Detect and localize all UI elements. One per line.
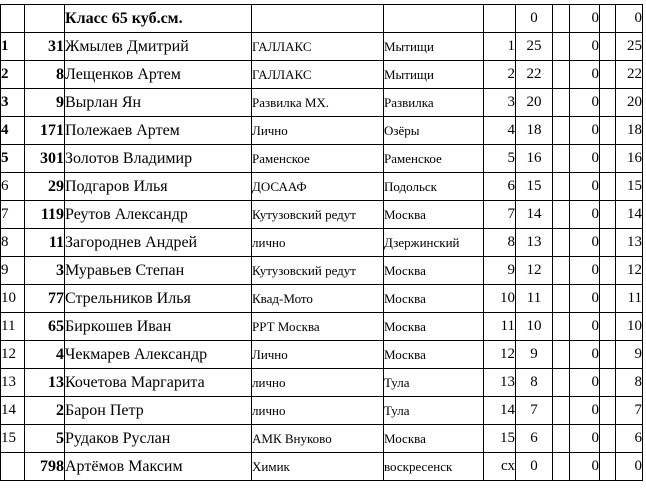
- team-cell: Лично: [252, 341, 384, 369]
- stage-place-cell: 11: [484, 313, 516, 341]
- table-row: [1, 285, 643, 313]
- stage-place-cell: 15: [484, 425, 516, 453]
- results-body: [1, 5, 643, 481]
- team-cell: Раменское: [252, 145, 384, 173]
- stage-points-cell: 12: [516, 257, 553, 285]
- total-points-cell: 25: [616, 33, 643, 61]
- header-num-cell: [25, 5, 65, 33]
- stage-points-cell: 14: [516, 201, 553, 229]
- team-cell: Развилка МХ.: [252, 89, 384, 117]
- place-cell: 5: [1, 145, 25, 173]
- city-cell: Москва: [384, 285, 484, 313]
- table-row: [1, 61, 643, 89]
- stage2-points-cell: 0: [570, 229, 600, 257]
- total-points-cell: 20: [616, 89, 643, 117]
- racer-name-cell: Золотов Владимир: [65, 145, 252, 173]
- stage-place-cell: 13: [484, 369, 516, 397]
- city-cell: Подольск: [384, 173, 484, 201]
- stage-points-cell: 16: [516, 145, 553, 173]
- stage2-points-cell: 0: [570, 425, 600, 453]
- total-points-cell: 22: [616, 61, 643, 89]
- table-row: [1, 145, 643, 173]
- racer-number-cell: 4: [25, 341, 65, 369]
- racer-name-cell: Реутов Александр: [65, 201, 252, 229]
- racer-number-cell: 5: [25, 425, 65, 453]
- place-cell: 11: [1, 313, 25, 341]
- gap-cell: [553, 257, 570, 285]
- stage-points-cell: 22: [516, 61, 553, 89]
- gap-cell: [553, 117, 570, 145]
- racer-name-cell: Полежаев Артем: [65, 117, 252, 145]
- gap-cell: [553, 425, 570, 453]
- table-row: [1, 201, 643, 229]
- place-cell: 13: [1, 369, 25, 397]
- stage-place-cell: 9: [484, 257, 516, 285]
- racer-name-cell: Жмылев Дмитрий: [65, 33, 252, 61]
- table-row: [1, 453, 643, 481]
- gap-cell-2: [600, 117, 616, 145]
- gap-cell-2: [600, 453, 616, 481]
- racer-name-cell: Артёмов Максим: [65, 453, 252, 481]
- team-cell: ГАЛЛАКС: [252, 61, 384, 89]
- stage-place-cell: 14: [484, 397, 516, 425]
- total-points-cell: 16: [616, 145, 643, 173]
- city-cell: Озёры: [384, 117, 484, 145]
- team-cell: ГАЛЛАКС: [252, 33, 384, 61]
- racer-name-cell: Загороднев Андрей: [65, 229, 252, 257]
- stage-points-cell: 20: [516, 89, 553, 117]
- stage-place-cell: сх: [484, 453, 516, 481]
- team-cell: Кутузовский редут: [252, 257, 384, 285]
- stage-points-cell: 0: [516, 453, 553, 481]
- total-points-cell: 9: [616, 341, 643, 369]
- stage-place-cell: 3: [484, 89, 516, 117]
- gap-cell-2: [600, 145, 616, 173]
- stage2-points-cell: 0: [570, 89, 600, 117]
- table-row: [1, 369, 643, 397]
- city-cell: Москва: [384, 313, 484, 341]
- table-row: [1, 89, 643, 117]
- racer-name-cell: Вырлан Ян: [65, 89, 252, 117]
- table-row: [1, 397, 643, 425]
- stage-points-cell: 18: [516, 117, 553, 145]
- gap-cell: [553, 145, 570, 173]
- gap-cell: [553, 201, 570, 229]
- gap-cell: [553, 397, 570, 425]
- gap-cell-2: [600, 33, 616, 61]
- gap-cell-2: [600, 341, 616, 369]
- team-cell: Квад-Мото: [252, 285, 384, 313]
- gap-cell: [553, 453, 570, 481]
- racer-name-cell: Барон Петр: [65, 397, 252, 425]
- stage2-points-cell: 0: [570, 201, 600, 229]
- racer-number-cell: 13: [25, 369, 65, 397]
- stage-points-cell: 13: [516, 229, 553, 257]
- team-cell: Химик: [252, 453, 384, 481]
- racer-number-cell: 65: [25, 313, 65, 341]
- place-cell: 7: [1, 201, 25, 229]
- table-row: [1, 341, 643, 369]
- gap-cell-2: [600, 425, 616, 453]
- city-cell: Москва: [384, 201, 484, 229]
- team-cell: лично: [252, 229, 384, 257]
- place-cell: 2: [1, 61, 25, 89]
- stage2-points-cell: 0: [570, 369, 600, 397]
- stage-points-cell: 25: [516, 33, 553, 61]
- racer-number-cell: 29: [25, 173, 65, 201]
- city-cell: Дзержинский: [384, 229, 484, 257]
- racer-name-cell: Рудаков Руслан: [65, 425, 252, 453]
- stage2-points-cell: 0: [570, 117, 600, 145]
- stage-points-cell: 10: [516, 313, 553, 341]
- racer-number-cell: 798: [25, 453, 65, 481]
- total-points-cell: 18: [616, 117, 643, 145]
- class-title: Класс 65 куб.см.: [65, 5, 252, 33]
- city-cell: Москва: [384, 341, 484, 369]
- gap-cell-2: [600, 201, 616, 229]
- team-cell: лично: [252, 397, 384, 425]
- header-value-3: 0: [616, 5, 643, 33]
- stage2-points-cell: 0: [570, 61, 600, 89]
- stage-place-cell: 1: [484, 33, 516, 61]
- place-cell: 9: [1, 257, 25, 285]
- total-points-cell: 13: [616, 229, 643, 257]
- gap-cell-2: [600, 313, 616, 341]
- racer-number-cell: 301: [25, 145, 65, 173]
- city-cell: Тула: [384, 369, 484, 397]
- gap-cell-2: [600, 285, 616, 313]
- racer-number-cell: 11: [25, 229, 65, 257]
- racer-name-cell: Кочетова Маргарита: [65, 369, 252, 397]
- gap-cell-2: [600, 257, 616, 285]
- stage2-points-cell: 0: [570, 341, 600, 369]
- stage-place-cell: 4: [484, 117, 516, 145]
- racer-name-cell: Лещенков Артем: [65, 61, 252, 89]
- team-cell: лично: [252, 369, 384, 397]
- gap-cell-2: [600, 173, 616, 201]
- gap-cell: [553, 229, 570, 257]
- place-cell: 4: [1, 117, 25, 145]
- stage-place-cell: 12: [484, 341, 516, 369]
- stage-place-cell: 6: [484, 173, 516, 201]
- racer-number-cell: 171: [25, 117, 65, 145]
- table-row: [1, 33, 643, 61]
- city-cell: Москва: [384, 257, 484, 285]
- racer-number-cell: 31: [25, 33, 65, 61]
- header-value-2: 0: [570, 5, 600, 33]
- stage-points-cell: 6: [516, 425, 553, 453]
- gap-cell: [553, 89, 570, 117]
- stage-place-cell: 2: [484, 61, 516, 89]
- team-cell: Кутузовский редут: [252, 201, 384, 229]
- racer-number-cell: 2: [25, 397, 65, 425]
- gap-cell: [553, 341, 570, 369]
- place-cell: 1: [1, 33, 25, 61]
- city-cell: Москва: [384, 425, 484, 453]
- stage-place-cell: 7: [484, 201, 516, 229]
- racer-number-cell: 8: [25, 61, 65, 89]
- racer-number-cell: 9: [25, 89, 65, 117]
- header-points-total: 0: [516, 5, 553, 33]
- city-cell: Раменское: [384, 145, 484, 173]
- gap-cell-2: [600, 229, 616, 257]
- racer-number-cell: 3: [25, 257, 65, 285]
- stage2-points-cell: 0: [570, 453, 600, 481]
- results-table: [0, 4, 643, 481]
- stage2-points-cell: 0: [570, 397, 600, 425]
- place-cell: 3: [1, 89, 25, 117]
- stage2-points-cell: 0: [570, 285, 600, 313]
- stage-points-cell: 7: [516, 397, 553, 425]
- team-cell: АМК Внуково: [252, 425, 384, 453]
- stage-points-cell: 11: [516, 285, 553, 313]
- table-row: [1, 313, 643, 341]
- place-cell: 12: [1, 341, 25, 369]
- stage-place-cell: 10: [484, 285, 516, 313]
- gap-cell: [553, 61, 570, 89]
- gap-cell: [553, 173, 570, 201]
- racer-name-cell: Стрельников Илья: [65, 285, 252, 313]
- total-points-cell: 14: [616, 201, 643, 229]
- table-row: [1, 117, 643, 145]
- racer-number-cell: 77: [25, 285, 65, 313]
- place-cell: 14: [1, 397, 25, 425]
- gap-cell-2: [600, 61, 616, 89]
- team-cell: ДОСААФ: [252, 173, 384, 201]
- table-row: [1, 257, 643, 285]
- racer-name-cell: Биркошев Иван: [65, 313, 252, 341]
- racer-name-cell: Чекмарев Александр: [65, 341, 252, 369]
- total-points-cell: 15: [616, 173, 643, 201]
- city-cell: Мытищи: [384, 61, 484, 89]
- racer-name-cell: Муравьев Степан: [65, 257, 252, 285]
- stage-place-cell: 5: [484, 145, 516, 173]
- table-row: [1, 229, 643, 257]
- header-gap-cell-2: [600, 5, 616, 33]
- header-place-cell: [1, 5, 25, 33]
- stage-points-cell: 15: [516, 173, 553, 201]
- racer-number-cell: 119: [25, 201, 65, 229]
- stage2-points-cell: 0: [570, 313, 600, 341]
- place-cell: 10: [1, 285, 25, 313]
- table-row: [1, 173, 643, 201]
- total-points-cell: 8: [616, 369, 643, 397]
- racer-name-cell: Подгаров Илья: [65, 173, 252, 201]
- stage2-points-cell: 0: [570, 145, 600, 173]
- total-points-cell: 11: [616, 285, 643, 313]
- place-cell: [1, 453, 25, 481]
- gap-cell: [553, 285, 570, 313]
- total-points-cell: 10: [616, 313, 643, 341]
- gap-cell-2: [600, 89, 616, 117]
- header-row: [1, 5, 643, 33]
- stage2-points-cell: 0: [570, 33, 600, 61]
- stage2-points-cell: 0: [570, 257, 600, 285]
- table-row: [1, 425, 643, 453]
- city-cell: Тула: [384, 397, 484, 425]
- place-cell: 8: [1, 229, 25, 257]
- gap-cell-2: [600, 397, 616, 425]
- gap-cell: [553, 33, 570, 61]
- gap-cell-2: [600, 369, 616, 397]
- stage-place-cell: 8: [484, 229, 516, 257]
- total-points-cell: 0: [616, 453, 643, 481]
- total-points-cell: 12: [616, 257, 643, 285]
- city-cell: Развилка: [384, 89, 484, 117]
- place-cell: 15: [1, 425, 25, 453]
- gap-cell: [553, 369, 570, 397]
- total-points-cell: 6: [616, 425, 643, 453]
- stage-points-cell: 8: [516, 369, 553, 397]
- header-city-cell: [384, 5, 484, 33]
- team-cell: Лично: [252, 117, 384, 145]
- stage2-points-cell: 0: [570, 173, 600, 201]
- gap-cell: [553, 313, 570, 341]
- team-cell: РРТ Москва: [252, 313, 384, 341]
- stage-points-cell: 9: [516, 341, 553, 369]
- total-points-cell: 7: [616, 397, 643, 425]
- header-gap-cell: [553, 5, 570, 33]
- header-team-cell: [252, 5, 384, 33]
- header-stage-cell: [484, 5, 516, 33]
- place-cell: 6: [1, 173, 25, 201]
- city-cell: воскресенск: [384, 453, 484, 481]
- city-cell: Мытищи: [384, 33, 484, 61]
